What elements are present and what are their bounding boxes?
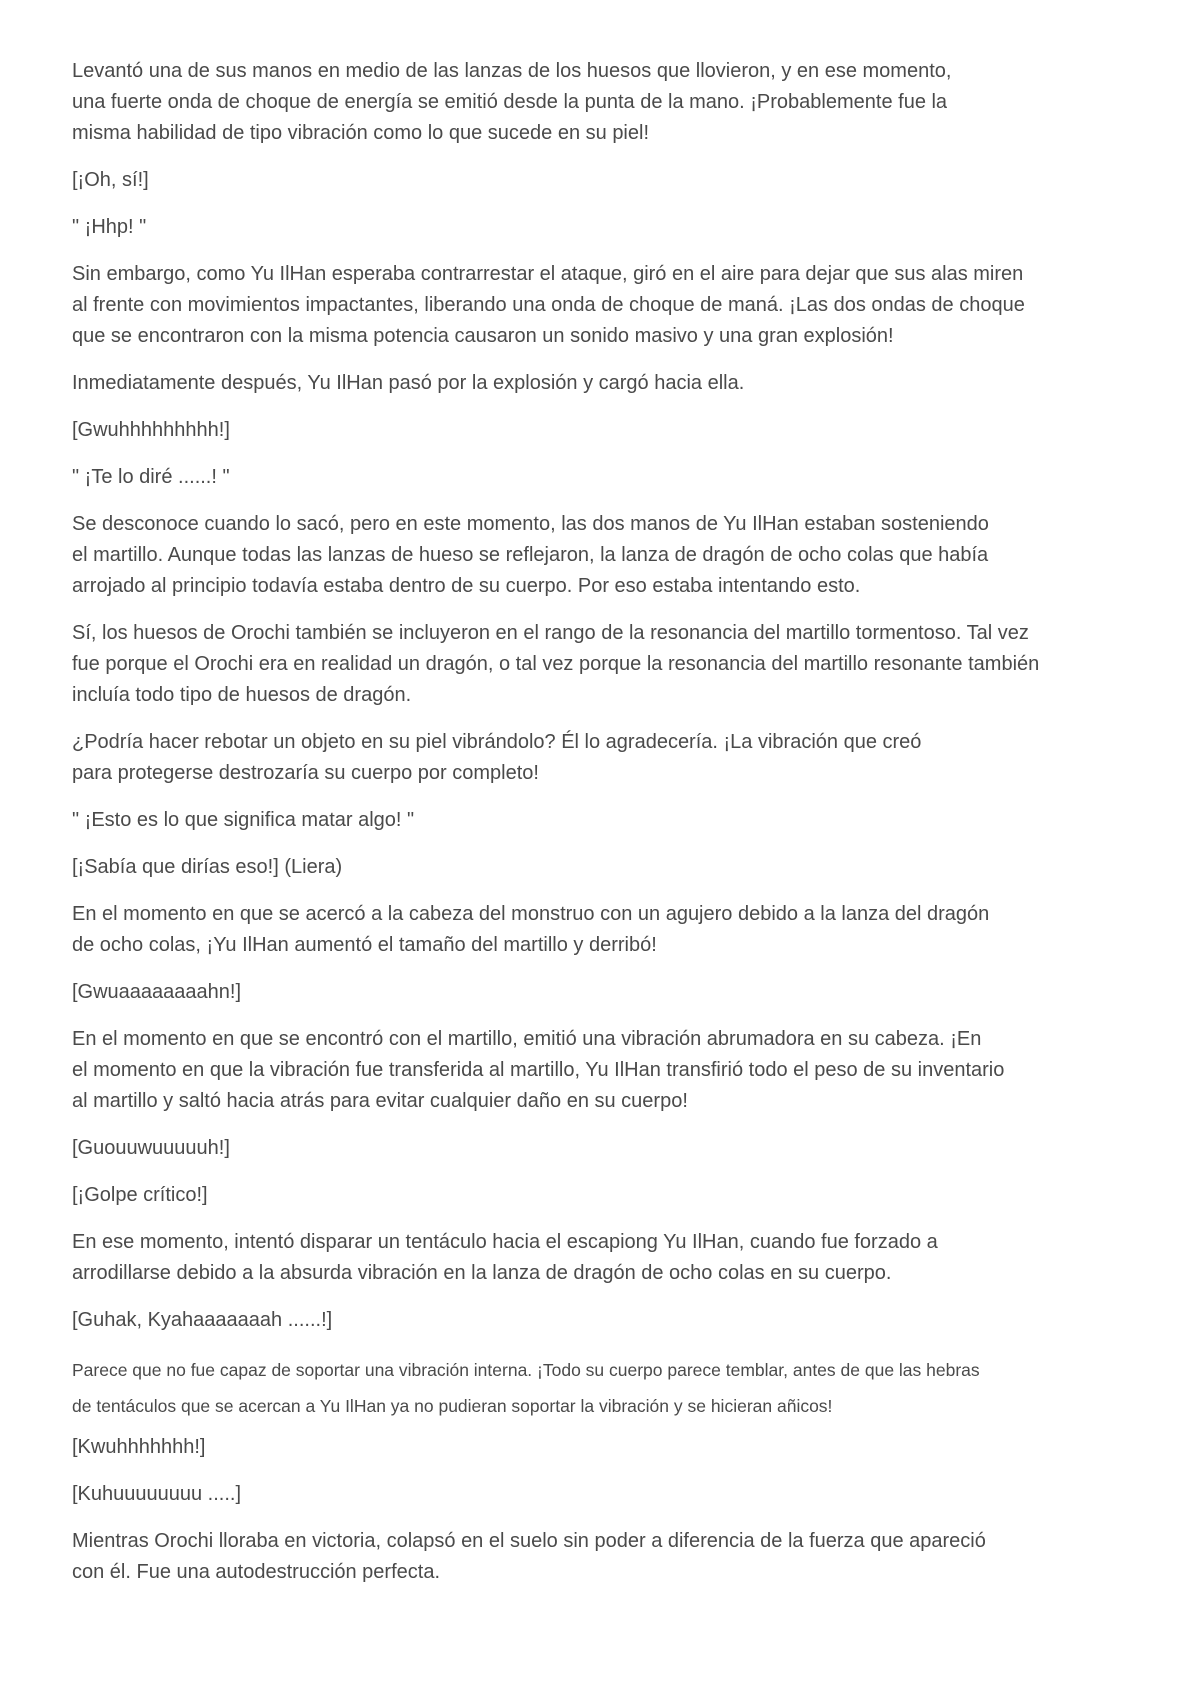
paragraph-20: Parece que no fue capaz de soportar una vibración interna. ¡Todo su cuerpo parece temblar, antes de que las hebras de tentáculos que se acercan a Yu IlHan ya no pudieran soportar la vibración y se hicieran añicos! xyxy=(72,1360,980,1416)
paragraph-17: [¡Golpe crítico!] xyxy=(72,1184,208,1206)
paragraph-22: [Kuhuuuuuuuu .....] xyxy=(72,1483,242,1505)
paragraph-14: [Gwuaaaaaaaahn!] xyxy=(72,981,242,1003)
paragraph-11: " ¡Esto es lo que significa matar algo! " xyxy=(72,809,415,831)
paragraph-21: [Kwuhhhhhhh!] xyxy=(72,1436,206,1458)
paragraph-23: Mientras Orochi lloraba en victoria, colapsó en el suelo sin poder a diferencia de la fuerza que apareció con él. Fue una autodestrucción perfecta. xyxy=(72,1530,986,1583)
paragraph-2: [¡Oh, sí!] xyxy=(72,169,149,191)
paragraph-1: Levantó una de sus manos en medio de las lanzas de los huesos que llovieron, y en ese momento, una fuerte onda de choque de energía se emitió desde la punta de la mano. ¡Probablemente fue la misma habilidad de tipo vibración como lo que sucede en su piel! xyxy=(72,60,952,144)
paragraph-5: Inmediatamente después, Yu IlHan pasó por la explosión y cargó hacia ella. xyxy=(72,372,745,394)
paragraph-4: Sin embargo, como Yu IlHan esperaba contrarrestar el ataque, giró en el aire para dejar que sus alas miren al frente con movimientos impactantes, liberando una onda de choque de maná. ¡Las dos ondas de choque que se encontraron con la misma potencia causaron un sonido masivo y una gran explosión! xyxy=(72,263,1025,347)
paragraph-13: En el momento en que se acercó a la cabeza del monstruo con un agujero debido a la lanza del dragón de ocho colas, ¡Yu IlHan aumentó el tamaño del martillo y derribó! xyxy=(72,903,990,956)
paragraph-10: ¿Podría hacer rebotar un objeto en su piel vibrándolo? Él lo agradecería. ¡La vibración que creó para protegerse destrozaría su cuerpo por completo! xyxy=(72,731,922,784)
paragraph-18: En ese momento, intentó disparar un tentáculo hacia el escapiong Yu IlHan, cuando fue forzado a arrodillarse debido a la absurda vibración en la lanza de dragón de ocho colas en su cuerpo. xyxy=(72,1231,938,1284)
paragraph-9: Sí, los huesos de Orochi también se incluyeron en el rango de la resonancia del martillo tormentoso. Tal vez fue porque el Orochi era en realidad un dragón, o tal vez porque la resonancia del martillo resonante también incluía todo tipo de huesos de dragón. xyxy=(72,622,1040,706)
paragraph-8: Se desconoce cuando lo sacó, pero en este momento, las dos manos de Yu IlHan estaban sosteniendo el martillo. Aunque todas las lanzas de hueso se reflejaron, la lanza de dragón de ocho colas que había arrojado al principio todavía estaba dentro de su cuerpo. Por eso estaba intentando esto. xyxy=(72,513,989,597)
paragraph-15: En el momento en que se encontró con el martillo, emitió una vibración abrumadora en su cabeza. ¡En el momento en que la vibración fue transferida al martillo, Yu IlHan transfirió todo el peso de su inventario al martillo y saltó hacia atrás para evitar cualquier daño en su cuerpo! xyxy=(72,1028,1005,1112)
paragraph-19: [Guhak, Kyahaaaaaaah ......!] xyxy=(72,1309,333,1331)
paragraph-12: [¡Sabía que dirías eso!] (Liera) xyxy=(72,856,343,878)
paragraph-16: [Guouuwuuuuuh!] xyxy=(72,1137,230,1159)
paragraph-3: " ¡Hhp! " xyxy=(72,216,147,238)
document-page xyxy=(72,56,1122,1604)
paragraph-6: [Gwuhhhhhhhhh!] xyxy=(72,419,230,441)
paragraph-7: " ¡Te lo diré ......! " xyxy=(72,466,230,488)
